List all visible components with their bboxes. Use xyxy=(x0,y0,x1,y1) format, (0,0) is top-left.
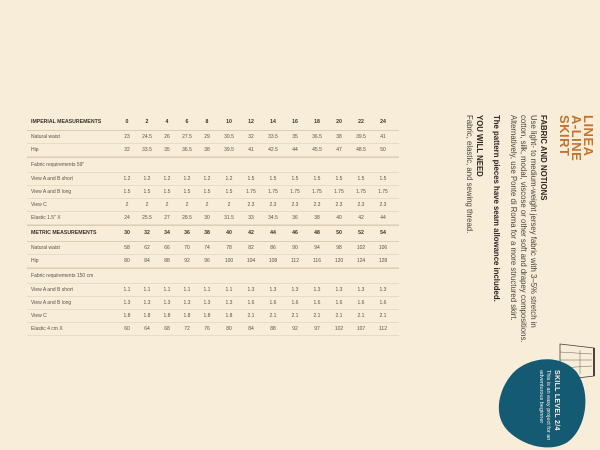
table-cell: 112 xyxy=(291,258,299,264)
table-cell: 1.5 xyxy=(379,176,387,182)
table-cell: 1.3 xyxy=(247,287,255,293)
table-cell: 36.5 xyxy=(312,134,322,140)
table-cell: 40 xyxy=(336,215,342,221)
table-cell: 1.8 xyxy=(225,313,233,319)
table-cell: 2.1 xyxy=(247,313,255,319)
pattern-info-panel xyxy=(410,115,600,441)
table-row xyxy=(27,144,399,157)
table-cell: 2 xyxy=(165,202,169,208)
table-cell: 34 xyxy=(164,230,170,236)
row-label: Elastic 1.5" X xyxy=(31,215,61,221)
table-cell: 82 xyxy=(248,245,254,251)
table-cell: 1.3 xyxy=(183,300,191,306)
table-cell: 22 xyxy=(358,119,364,125)
table-cell: 80 xyxy=(226,326,232,332)
table-row xyxy=(27,173,399,186)
table-cell: 92 xyxy=(184,258,190,264)
table-cell: 2 xyxy=(145,119,149,125)
table-cell: 1.5 xyxy=(203,189,211,195)
table-cell: 70 xyxy=(184,245,190,251)
table-cell: 97 xyxy=(314,326,320,332)
row-label: View A and B long xyxy=(31,189,72,195)
table-cell: 50 xyxy=(336,230,342,236)
table-cell: 48.5 xyxy=(356,147,366,153)
table-cell: 107 xyxy=(356,326,366,332)
table-cell: 88 xyxy=(270,326,276,332)
table-cell: 124 xyxy=(356,258,366,264)
table-cell: 1.3 xyxy=(313,287,321,293)
table-cell: 35 xyxy=(292,134,298,140)
row-label: IMPERIAL MEASUREMENTS xyxy=(31,119,102,125)
table-cell: 42 xyxy=(358,215,364,221)
table-cell: 1.3 xyxy=(291,287,299,293)
table-cell: 1.8 xyxy=(123,313,131,319)
table-cell: 1.5 xyxy=(225,189,233,195)
table-cell: 48 xyxy=(314,230,320,236)
table-cell: 108 xyxy=(268,258,278,264)
table-cell: 4 xyxy=(165,119,169,125)
table-cell: 14 xyxy=(270,119,276,125)
fabric-heading: FABRIC AND NOTIONS xyxy=(539,115,548,201)
size-chart-table xyxy=(27,115,399,336)
table-cell: 88 xyxy=(164,258,170,264)
table-cell: 40 xyxy=(226,230,232,236)
table-cell: 98 xyxy=(336,245,342,251)
table-cell: 44 xyxy=(380,215,386,221)
table-cell: 30 xyxy=(124,230,130,236)
table-row xyxy=(27,284,399,297)
row-label: Fabric requirements 150 cm xyxy=(31,273,94,279)
table-cell: 41 xyxy=(248,147,254,153)
table-cell: 128 xyxy=(378,258,388,264)
table-cell: 1.6 xyxy=(335,300,343,306)
table-cell: 1.2 xyxy=(225,176,233,182)
table-cell: 1.2 xyxy=(183,176,191,182)
table-cell: 2.3 xyxy=(313,202,321,208)
table-cell: 106 xyxy=(378,245,388,251)
table-cell: 96 xyxy=(204,258,210,264)
table-cell: 29 xyxy=(204,134,210,140)
table-cell: 50 xyxy=(380,147,386,153)
table-row xyxy=(27,212,399,225)
table-cell: 31.5 xyxy=(224,215,234,221)
table-cell: 1.1 xyxy=(225,287,233,293)
table-cell: 27.5 xyxy=(182,134,192,140)
table-cell: 27 xyxy=(164,215,170,221)
table-cell: 45.5 xyxy=(312,147,322,153)
table-cell: 1.6 xyxy=(357,300,365,306)
table-header-row xyxy=(27,225,399,242)
need-heading: YOU WILL NEED xyxy=(475,115,484,177)
table-cell: 60 xyxy=(124,326,130,332)
table-cell: 1.3 xyxy=(163,300,171,306)
table-cell: 1.2 xyxy=(203,176,211,182)
table-row xyxy=(27,131,399,144)
table-cell: 1.1 xyxy=(123,287,131,293)
table-cell: 76 xyxy=(204,326,210,332)
table-cell: 38 xyxy=(314,215,320,221)
table-cell: 36 xyxy=(292,215,298,221)
table-cell: 1.5 xyxy=(143,189,151,195)
table-cell: 1.5 xyxy=(291,176,299,182)
table-cell: 1.3 xyxy=(123,300,131,306)
table-cell: 1.3 xyxy=(225,300,233,306)
table-cell: 1.1 xyxy=(203,287,211,293)
pattern-description xyxy=(457,115,548,350)
table-cell: 1.5 xyxy=(335,176,343,182)
table-cell: 100 xyxy=(224,258,234,264)
table-cell: 39.5 xyxy=(224,147,234,153)
table-section-row xyxy=(27,157,399,173)
table-cell: 112 xyxy=(379,326,387,332)
table-cell: 1.5 xyxy=(313,176,321,182)
table-cell: 1.75 xyxy=(290,189,300,195)
table-cell: 2.1 xyxy=(269,313,277,319)
table-cell: 84 xyxy=(248,326,254,332)
table-cell: 1.5 xyxy=(357,176,365,182)
table-cell: 1.8 xyxy=(183,313,191,319)
table-cell: 20 xyxy=(336,119,342,125)
table-cell: 26 xyxy=(164,134,170,140)
table-cell: 38 xyxy=(204,230,210,236)
table-cell: 1.5 xyxy=(123,189,131,195)
table-cell: 36.5 xyxy=(182,147,192,153)
table-cell: 16 xyxy=(292,119,298,125)
table-cell: 72 xyxy=(184,326,190,332)
table-cell: 2.3 xyxy=(291,202,299,208)
table-row xyxy=(27,323,399,336)
table-cell: 1.5 xyxy=(183,189,191,195)
table-cell: 2.1 xyxy=(291,313,299,319)
table-cell: 1.8 xyxy=(203,313,211,319)
table-cell: 24 xyxy=(124,215,130,221)
table-cell: 2.3 xyxy=(357,202,365,208)
table-cell: 8 xyxy=(205,119,209,125)
row-label: Natural waist xyxy=(31,245,60,251)
table-cell: 38 xyxy=(204,147,210,153)
table-cell: 24 xyxy=(380,119,386,125)
table-cell: 42.5 xyxy=(268,147,278,153)
table-cell: 90 xyxy=(292,245,298,251)
table-cell: 0 xyxy=(125,119,129,125)
table-cell: 86 xyxy=(270,245,276,251)
table-cell: 68 xyxy=(164,326,170,332)
table-row xyxy=(27,199,399,212)
table-row xyxy=(27,310,399,323)
table-cell: 1.5 xyxy=(269,176,277,182)
table-cell: 1.75 xyxy=(378,189,388,195)
table-cell: 35 xyxy=(164,147,170,153)
table-cell: 92 xyxy=(292,326,298,332)
table-cell: 1.75 xyxy=(268,189,278,195)
table-cell: 2.1 xyxy=(357,313,365,319)
table-cell: 104 xyxy=(246,258,256,264)
table-cell: 44 xyxy=(292,147,298,153)
table-cell: 44 xyxy=(270,230,276,236)
table-cell: 33.5 xyxy=(142,147,152,153)
table-cell: 1.3 xyxy=(335,287,343,293)
table-cell: 47 xyxy=(336,147,342,153)
table-cell: 1.3 xyxy=(269,287,277,293)
table-cell: 52 xyxy=(358,230,364,236)
table-cell: 2.3 xyxy=(247,202,255,208)
table-cell: 2 xyxy=(205,202,209,208)
table-cell: 102 xyxy=(334,326,344,332)
row-label: Hip xyxy=(31,147,39,153)
table-cell: 1.2 xyxy=(123,176,131,182)
table-cell: 1.2 xyxy=(143,176,151,182)
table-cell: 1.5 xyxy=(247,176,255,182)
table-cell: 1.5 xyxy=(163,189,171,195)
table-cell: 1.2 xyxy=(163,176,171,182)
table-cell: 1.6 xyxy=(291,300,299,306)
table-row xyxy=(27,242,399,255)
table-cell: 1.8 xyxy=(163,313,171,319)
table-cell: 41 xyxy=(380,134,386,140)
table-cell: 2.3 xyxy=(269,202,277,208)
row-label: View C xyxy=(31,202,47,208)
table-cell: 1.3 xyxy=(143,300,151,306)
row-label: View C xyxy=(31,313,47,319)
table-cell: 54 xyxy=(380,230,386,236)
seam-note: The pattern pieces have seam allowance included. xyxy=(492,115,501,302)
table-cell: 2.1 xyxy=(379,313,387,319)
table-cell: 46 xyxy=(292,230,298,236)
table-cell: 10 xyxy=(226,119,232,125)
table-cell: 116 xyxy=(313,258,321,264)
table-cell: 12 xyxy=(248,119,254,125)
table-header-row xyxy=(27,115,399,131)
table-row xyxy=(27,255,399,268)
row-label: View A and B long xyxy=(31,300,72,306)
table-cell: 24.5 xyxy=(142,134,152,140)
table-cell: 2.3 xyxy=(335,202,343,208)
table-cell: 1.1 xyxy=(183,287,191,293)
table-cell: 1.6 xyxy=(313,300,321,306)
table-cell: 102 xyxy=(356,245,366,251)
table-cell: 1.3 xyxy=(379,287,387,293)
row-label: Elastic 4 cm X xyxy=(31,326,63,332)
row-label: Hip xyxy=(31,258,39,264)
table-cell: 1.1 xyxy=(143,287,151,293)
table-cell: 1.6 xyxy=(269,300,277,306)
table-cell: 1.75 xyxy=(312,189,322,195)
table-cell: 1.6 xyxy=(247,300,255,306)
table-cell: 34.5 xyxy=(268,215,278,221)
table-cell: 30 xyxy=(204,215,210,221)
table-cell: 2.1 xyxy=(313,313,321,319)
table-cell: 78 xyxy=(226,245,232,251)
table-cell: 2 xyxy=(145,202,149,208)
table-cell: 32 xyxy=(144,230,150,236)
pattern-title: LINEA A-LINE SKIRT xyxy=(557,115,596,162)
table-cell: 2 xyxy=(185,202,189,208)
table-cell: 25.5 xyxy=(142,215,152,221)
table-cell: 36 xyxy=(184,230,190,236)
table-cell: 74 xyxy=(204,245,210,251)
table-cell: 80 xyxy=(124,258,130,264)
table-cell: 84 xyxy=(144,258,150,264)
row-label: METRIC MEASUREMENTS xyxy=(31,230,97,236)
table-cell: 66 xyxy=(164,245,170,251)
table-cell: 2.3 xyxy=(379,202,387,208)
table-cell: 1.75 xyxy=(334,189,344,195)
table-cell: 1.75 xyxy=(246,189,256,195)
table-row xyxy=(27,186,399,199)
row-label: View A and B short xyxy=(31,287,73,293)
table-cell: 18 xyxy=(314,119,320,125)
need-text: Fabric, elastic, and sewing thread. xyxy=(465,115,474,234)
table-cell: 33.5 xyxy=(268,134,278,140)
table-cell: 58 xyxy=(124,245,130,251)
table-cell: 1.3 xyxy=(203,300,211,306)
table-cell: 42 xyxy=(248,230,254,236)
table-cell: 2.1 xyxy=(335,313,343,319)
fabric-text: Use light- to medium-weight jersey fabric with 3–5% stretch in cotton, silk, modal, viscose or other soft and drapey compositions. Alternatively, use Ponte di Roma for a more structured skirt. xyxy=(509,115,538,343)
row-label: Natural waist xyxy=(31,134,60,140)
table-cell: 120 xyxy=(334,258,344,264)
table-cell: 33 xyxy=(248,215,254,221)
table-cell: 6 xyxy=(185,119,189,125)
skill-level-badge xyxy=(537,370,560,450)
table-cell: 23 xyxy=(124,134,130,140)
row-label: View A and B short xyxy=(31,176,73,182)
table-row xyxy=(27,297,399,310)
table-cell: 1.1 xyxy=(163,287,171,293)
table-section-row xyxy=(27,268,399,284)
table-cell: 2 xyxy=(125,202,129,208)
table-cell: 1.8 xyxy=(143,313,151,319)
table-cell: 1.3 xyxy=(357,287,365,293)
skill-description: This is an easy project for an adventurous beginner xyxy=(538,370,551,441)
table-cell: 64 xyxy=(144,326,150,332)
table-cell: 1.6 xyxy=(379,300,387,306)
skill-level: SKILL LEVEL 2/4 xyxy=(553,370,560,431)
table-cell: 94 xyxy=(314,245,320,251)
table-cell: 38 xyxy=(336,134,342,140)
table-cell: 62 xyxy=(144,245,150,251)
table-cell: 30.5 xyxy=(224,134,234,140)
table-cell: 28.5 xyxy=(182,215,192,221)
table-cell: 2 xyxy=(227,202,231,208)
table-cell: 32 xyxy=(248,134,254,140)
row-label: Fabric requirements 59" xyxy=(31,162,85,168)
table-cell: 1.75 xyxy=(356,189,366,195)
table-cell: 39.5 xyxy=(356,134,366,140)
table-cell: 32 xyxy=(124,147,130,153)
